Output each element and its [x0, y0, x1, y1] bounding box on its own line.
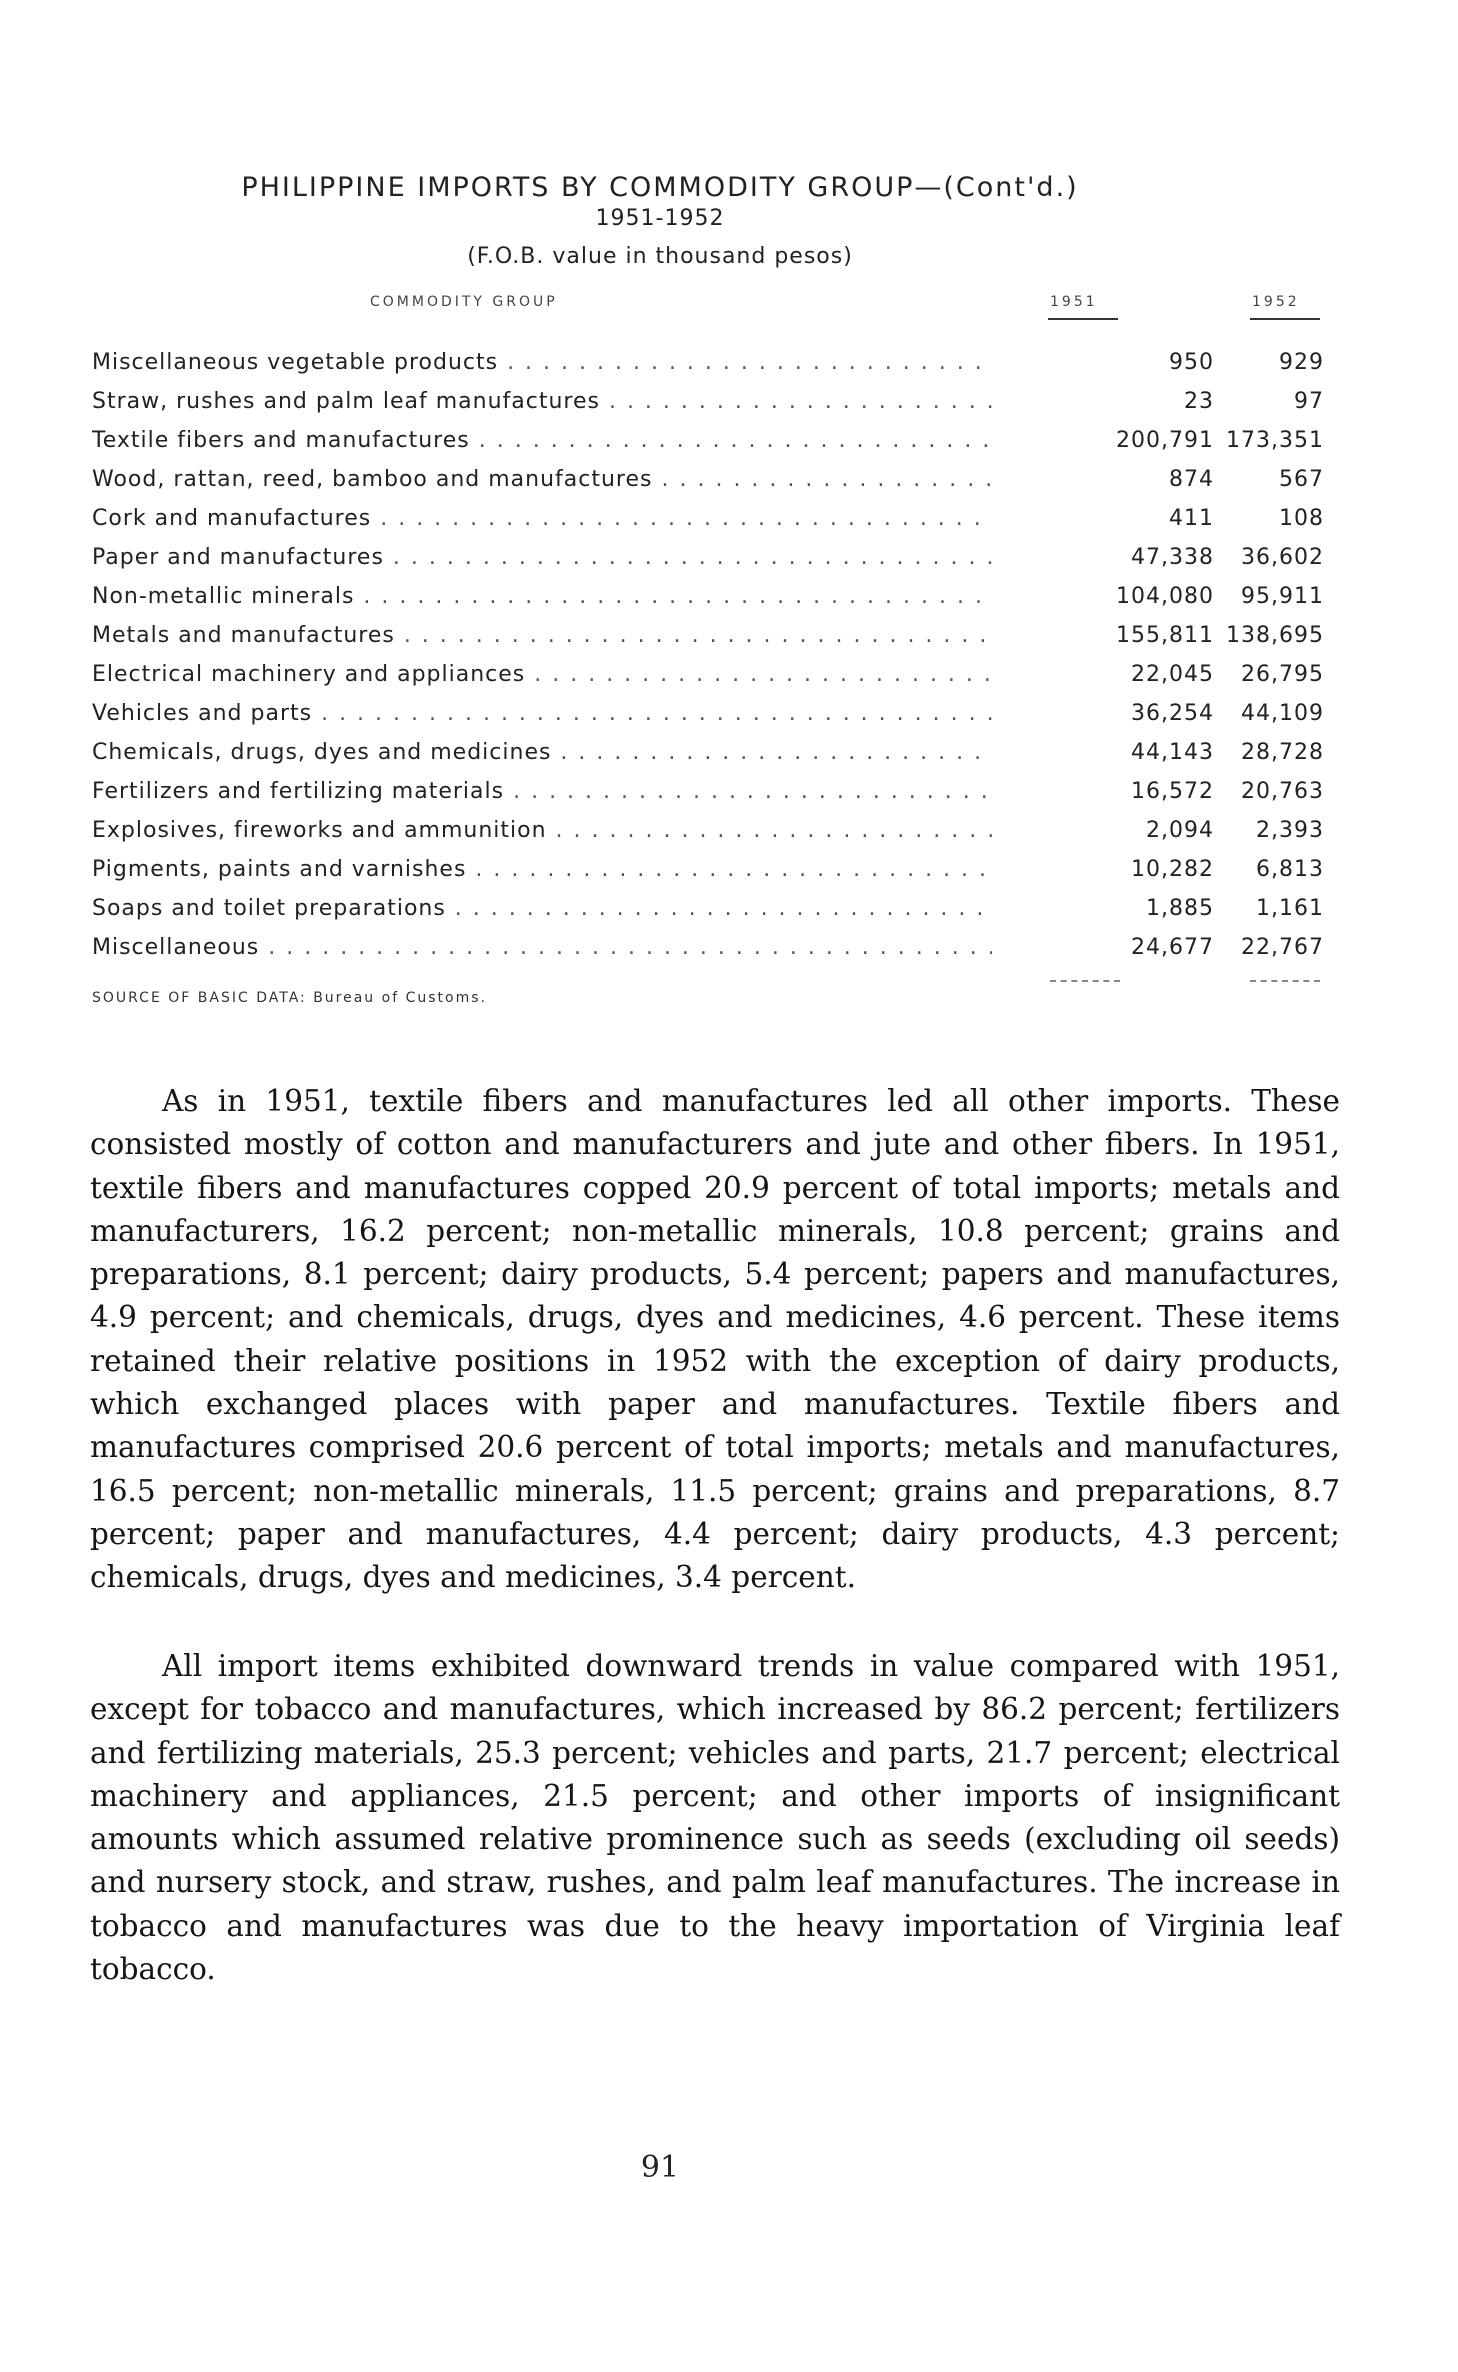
table-row: [92, 935, 1342, 974]
commodity-name: Metals and manufactures . . .: [92, 623, 992, 648]
commodity-name: Vehicles and parts . . .: [92, 701, 992, 726]
value-1952: 95,911: [1241, 584, 1324, 609]
table-row: [92, 623, 1342, 662]
body-paragraph: All import items exhibited downward trends in value compared with 1951, except for tobacco and manufactures, which increased by 86.2 percent; fertilizers and fertilizing materials, 25.3 percent; vehicles and parts, 21.7 percent; electrical machinery and appliances, 21.5 percent; and other imports of insignificant amounts which assumed relative prominence such as seeds (excluding oil seeds) and nursery stock, and straw, rushes, and palm leaf manufactures. The increase in tobacco and manufactures was due to the heavy importation of Virginia leaf tobacco.: [90, 1649, 1340, 1987]
column-header-1951: 1951: [1050, 294, 1098, 310]
column-header-rule-1951: [1048, 318, 1118, 320]
value-1952: 36,602: [1241, 545, 1324, 570]
table-title: PHILIPPINE IMPORTS BY COMMODITY GROUP—(Cont'd.): [241, 172, 1079, 203]
value-1952: 2,393: [1256, 818, 1324, 843]
table-row: [92, 350, 1342, 389]
table-row: [92, 857, 1342, 896]
table-row: [92, 779, 1342, 818]
commodity-name: Chemicals, drugs, dyes and medicines . . .: [92, 740, 992, 765]
value-1952: 97: [1294, 389, 1324, 414]
commodity-name: Soaps and toilet preparations . . .: [92, 896, 992, 921]
table-row: [92, 545, 1342, 584]
value-1952: 6,813: [1256, 857, 1324, 882]
value-1952: 44,109: [1241, 701, 1324, 726]
commodity-name: Miscellaneous vegetable products . . .: [92, 350, 992, 375]
commodity-name: Explosives, fireworks and ammunition . . .: [92, 818, 992, 843]
value-1951: 874: [1169, 467, 1214, 492]
value-1952: 929: [1279, 350, 1324, 375]
value-1952: 173,351: [1226, 428, 1324, 453]
value-1952: 108: [1279, 506, 1324, 531]
commodity-name: Paper and manufactures . . .: [92, 545, 992, 570]
value-1951: 23: [1184, 389, 1214, 414]
table-row: [92, 662, 1342, 701]
value-1952: 20,763: [1241, 779, 1324, 804]
table-source-note: SOURCE OF BASIC DATA: Bureau of Customs.: [92, 990, 487, 1006]
value-1951: 411: [1169, 506, 1214, 531]
value-1951: 155,811: [1116, 623, 1214, 648]
value-1951: 22,045: [1131, 662, 1214, 687]
column-header-rule-1952: [1250, 318, 1320, 320]
commodity-name: Miscellaneous . . .: [92, 935, 992, 960]
table-row: [92, 740, 1342, 779]
table-row: [92, 428, 1342, 467]
commodity-name: Electrical machinery and appliances . . .: [92, 662, 992, 687]
table-units-note: (F.O.B. value in thousand pesos): [467, 244, 853, 269]
table-row: [92, 389, 1342, 428]
column-header-commodity-group: COMMODITY GROUP: [370, 294, 558, 310]
table-bottom-rule-1951: [1050, 980, 1120, 983]
value-1951: 44,143: [1131, 740, 1214, 765]
value-1951: 104,080: [1116, 584, 1214, 609]
table-row: [92, 506, 1342, 545]
value-1952: 567: [1279, 467, 1324, 492]
value-1951: 47,338: [1131, 545, 1214, 570]
table-row: [92, 701, 1342, 740]
commodity-name: Cork and manufactures . . .: [92, 506, 992, 531]
value-1952: 28,728: [1241, 740, 1324, 765]
commodity-name: Straw, rushes and palm leaf manufactures . . .: [92, 389, 992, 414]
value-1951: 1,885: [1146, 896, 1214, 921]
table-row: [92, 896, 1342, 935]
table-row: [92, 818, 1342, 857]
value-1951: 36,254: [1131, 701, 1214, 726]
value-1951: 24,677: [1131, 935, 1214, 960]
commodity-name: Pigments, paints and varnishes . . .: [92, 857, 992, 882]
body-paragraph: As in 1951, textile fibers and manufactures led all other imports. These consisted mostly of cotton and manufacturers and jute and other fibers. In 1951, textile fibers and manufactures copped 20.9 percent of total imports; metals and manufacturers, 16.2 percent; non-metallic minerals, 10.8 percent; grains and preparations, 8.1 percent; dairy products, 5.4 percent; papers and manufactures, 4.9 percent; and chemicals, drugs, dyes and medicines, 4.6 percent. These items retained their relative positions in 1952 with the exception of dairy products, which exchanged places with paper and manufactures. Textile fibers and manufactures comprised 20.6 percent of total imports; metals and manufactures, 16.5 percent; non-metallic minerals, 11.5 percent; grains and preparations, 8.7 percent; paper and manufactures, 4.4 percent; dairy products, 4.3 percent; chemicals, drugs, dyes and medicines, 3.4 percent.: [90, 1084, 1340, 1595]
page-number: 91: [640, 2150, 680, 2185]
value-1952: 1,161: [1256, 896, 1324, 921]
value-1951: 16,572: [1131, 779, 1214, 804]
value-1951: 200,791: [1116, 428, 1214, 453]
value-1952: 138,695: [1226, 623, 1324, 648]
value-1951: 10,282: [1131, 857, 1214, 882]
commodity-name: Non-metallic minerals . . .: [92, 584, 992, 609]
value-1951: 2,094: [1146, 818, 1214, 843]
table-bottom-rule-1952: [1250, 980, 1320, 983]
commodity-name: Fertilizers and fertilizing materials . . .: [92, 779, 992, 804]
column-header-1952: 1952: [1252, 294, 1300, 310]
commodity-name: Wood, rattan, reed, bamboo and manufactures . . .: [92, 467, 992, 492]
commodity-name: Textile fibers and manufactures . . .: [92, 428, 992, 453]
value-1952: 26,795: [1241, 662, 1324, 687]
table-row: [92, 584, 1342, 623]
table-row: [92, 467, 1342, 506]
value-1952: 22,767: [1241, 935, 1324, 960]
value-1951: 950: [1169, 350, 1214, 375]
table-years: 1951-1952: [595, 206, 725, 231]
